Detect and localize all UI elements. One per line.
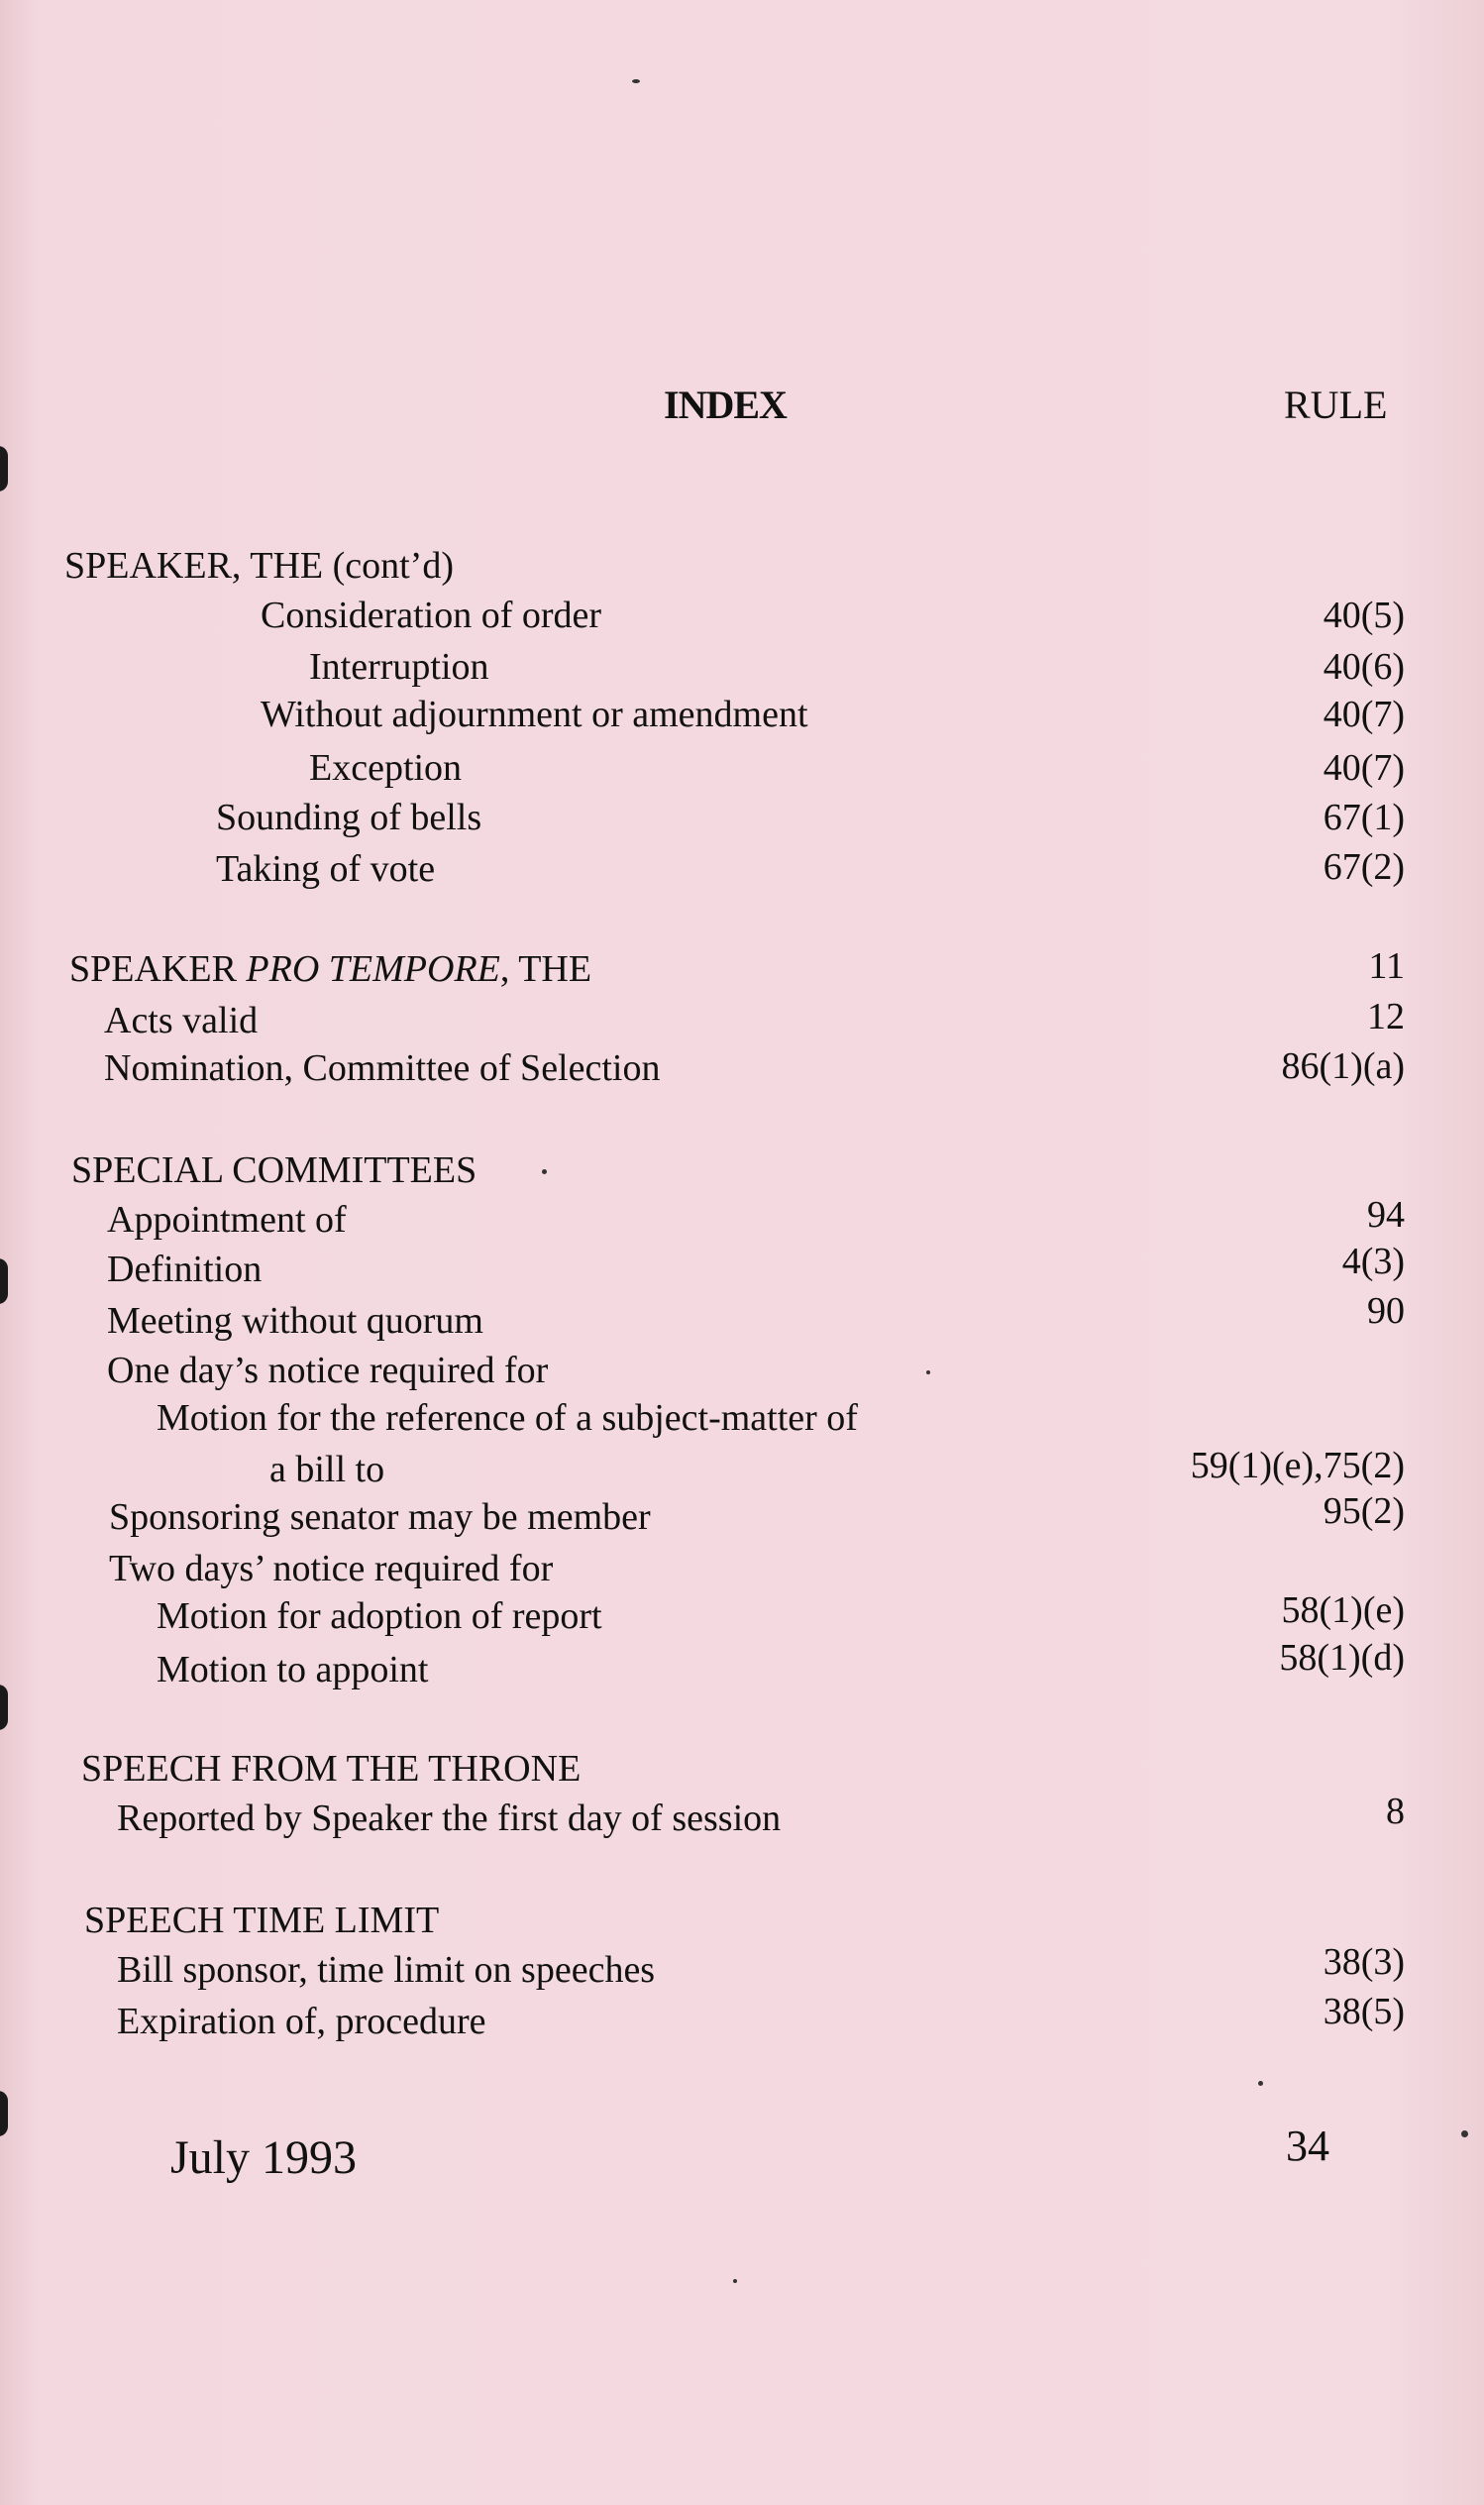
- index-entry: Sponsoring senator may be member: [109, 1496, 651, 1538]
- rule-number: 59(1)(e),75(2): [1190, 1445, 1405, 1486]
- index-entry: Interruption: [309, 646, 489, 688]
- index-entry: Definition: [107, 1249, 263, 1290]
- rule-number: 40(7): [1323, 747, 1405, 789]
- section-heading: SPEECH FROM THE THRONE: [81, 1748, 582, 1790]
- dust-speck: [542, 1169, 547, 1174]
- index-entry: Two days’ notice required for: [109, 1548, 554, 1589]
- section-heading: SPECIAL COMMITTEES: [71, 1149, 477, 1191]
- index-entry: Appointment of: [107, 1199, 347, 1241]
- dust-speck: [632, 79, 640, 83]
- dust-speck: [1258, 2081, 1263, 2086]
- index-entry: Nomination, Committee of Selection: [104, 1047, 661, 1089]
- rule-number: 40(5): [1323, 595, 1405, 636]
- rule-number: 90: [1367, 1290, 1405, 1332]
- footer-date: July 1993: [170, 2131, 358, 2184]
- index-heading: INDEX: [664, 382, 787, 427]
- section-heading: [69, 946, 591, 992]
- binding-hole: [0, 2091, 8, 2136]
- section-heading: SPEECH TIME LIMIT: [84, 1900, 440, 1941]
- index-entry: Sounding of bells: [216, 797, 482, 838]
- rule-number: 38(3): [1323, 1941, 1405, 1983]
- index-entry: Bill sponsor, time limit on speeches: [117, 1949, 656, 1991]
- binding-hole: [0, 446, 8, 491]
- rule-number: 94: [1367, 1194, 1405, 1236]
- index-entry: a bill to: [269, 1449, 385, 1490]
- rule-number: 11: [1368, 945, 1405, 987]
- index-entry: Consideration of order: [261, 595, 602, 636]
- rule-heading: RULE: [1284, 382, 1388, 427]
- index-entry: Motion for adoption of report: [157, 1595, 602, 1637]
- index-entry: One day’s notice required for: [107, 1350, 549, 1391]
- binding-hole: [0, 1258, 8, 1304]
- heading-text: SPEAKER: [69, 948, 247, 990]
- rule-number: 4(3): [1341, 1241, 1405, 1282]
- index-entry: Motion to appoint: [157, 1649, 429, 1690]
- rule-number: 38(5): [1323, 1991, 1405, 2032]
- index-entry: Exception: [309, 747, 463, 789]
- dust-speck: [733, 2279, 737, 2283]
- rule-number: 86(1)(a): [1281, 1045, 1405, 1087]
- section-heading: SPEAKER, THE (cont’d): [64, 545, 454, 587]
- heading-text: , THE: [499, 948, 592, 990]
- rule-number: 58(1)(d): [1279, 1637, 1405, 1679]
- index-entry: Motion for the reference of a subject-matter of: [157, 1397, 858, 1439]
- rule-number: 40(7): [1323, 694, 1405, 735]
- rule-number: 67(2): [1323, 846, 1405, 888]
- index-entry: Taking of vote: [216, 848, 436, 890]
- index-entry: Without adjournment or amendment: [261, 694, 808, 735]
- index-entry: Acts valid: [104, 1000, 259, 1041]
- index-entry: Meeting without quorum: [107, 1300, 483, 1342]
- rule-number: 12: [1367, 996, 1405, 1037]
- rule-number: 67(1): [1323, 797, 1405, 838]
- heading-italic-text: PRO TEMPORE: [246, 948, 500, 990]
- index-entry: Reported by Speaker the first day of session: [117, 1797, 782, 1839]
- binding-hole: [0, 1685, 8, 1730]
- page-number: 34: [1286, 2122, 1329, 2170]
- dust-speck: [926, 1370, 930, 1374]
- rule-number: 40(6): [1323, 646, 1405, 688]
- index-entry: Expiration of, procedure: [117, 2001, 486, 2042]
- rule-number: 58(1)(e): [1281, 1589, 1405, 1631]
- rule-number: 8: [1386, 1791, 1405, 1832]
- rule-number: 95(2): [1323, 1490, 1405, 1532]
- dust-speck: [1461, 2130, 1468, 2137]
